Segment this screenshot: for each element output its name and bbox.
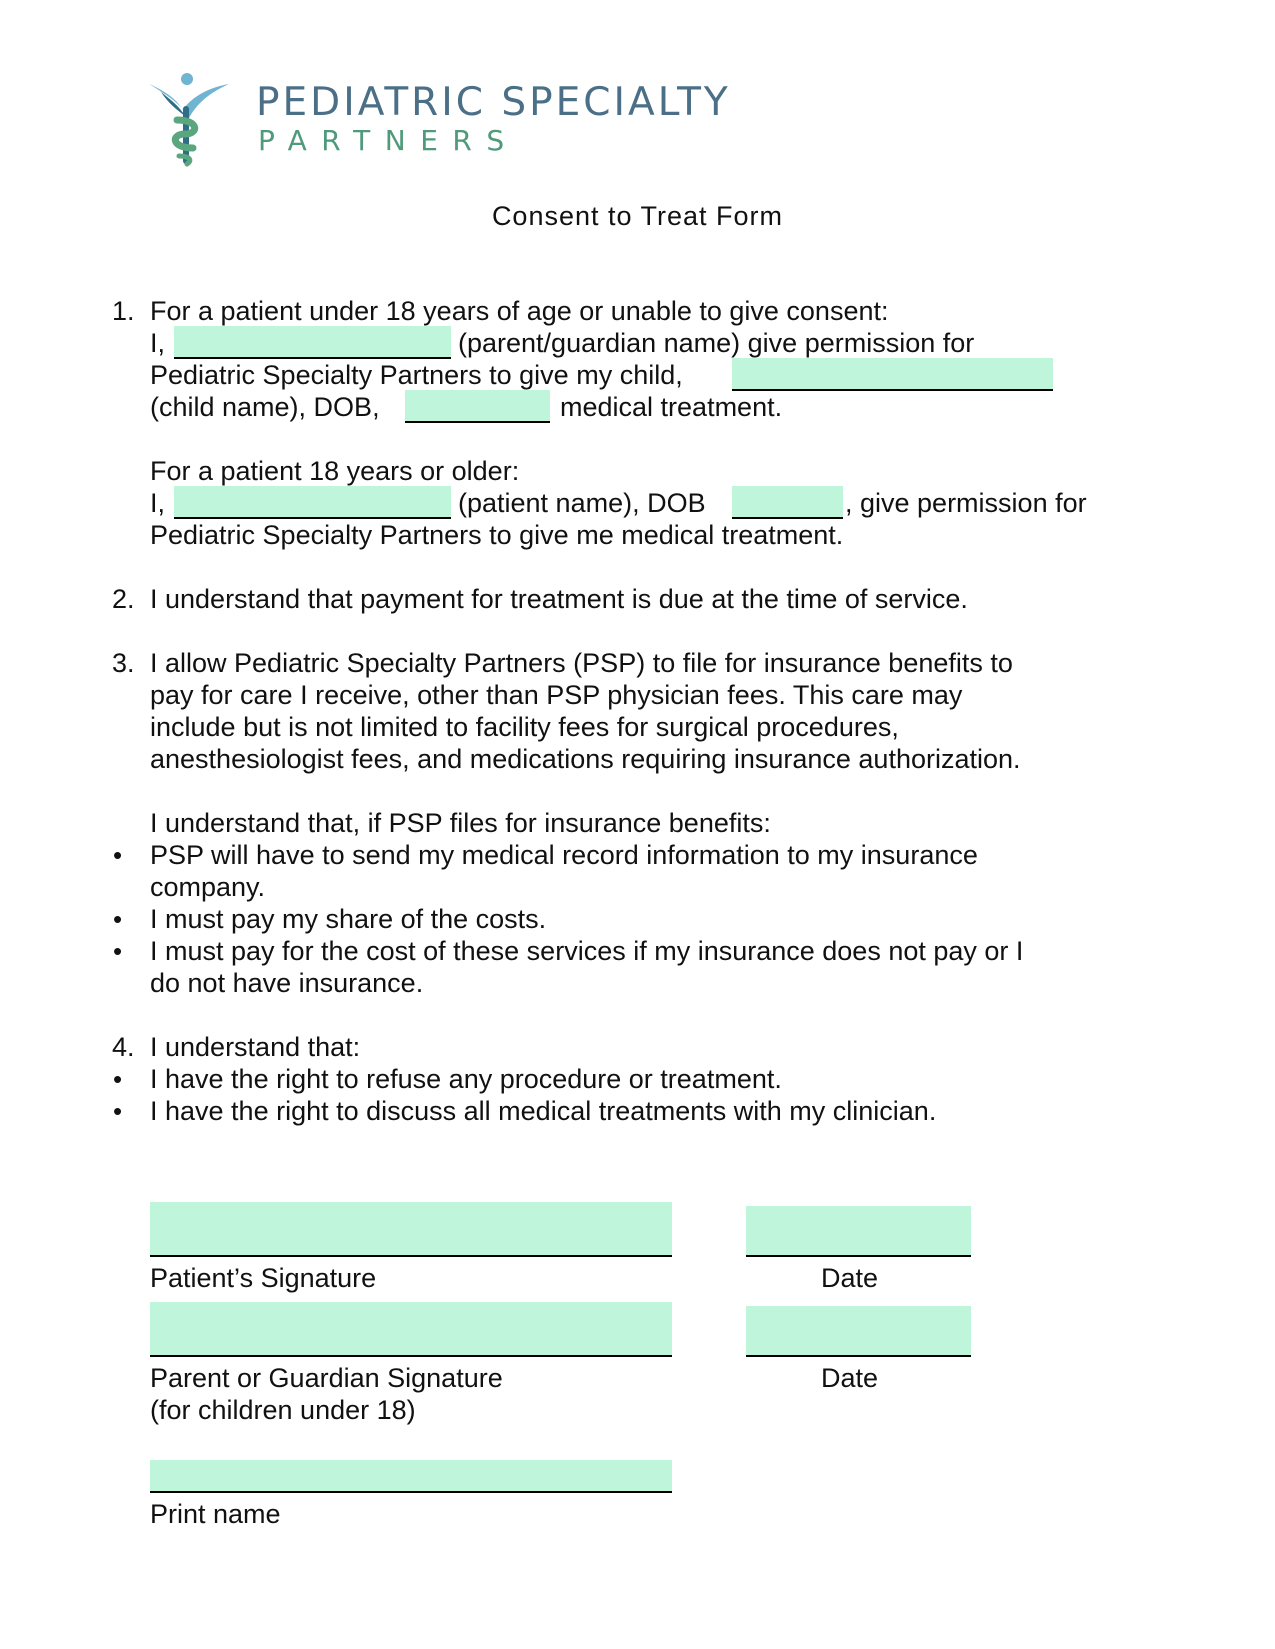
patient-signature-label: Patient’s Signature [150, 1263, 377, 1293]
guardian-name-label: (parent/guardian name) give permission for [458, 328, 975, 358]
minor-i-label: I, [150, 328, 166, 358]
guardian-date-field[interactable] [746, 1306, 971, 1357]
list-item-continued: do not have insurance. [150, 968, 424, 998]
patient-date-field[interactable] [746, 1206, 971, 1257]
logo-wordmark-bottom: PARTNERS [258, 124, 519, 157]
minor-treatment-label: medical treatment. [560, 392, 783, 422]
section-3-number: 3. [112, 648, 135, 678]
list-item-continued: company. [150, 872, 266, 902]
list-item: PSP will have to send my medical record information to my insurance [150, 840, 978, 870]
bullet-icon: • [113, 1064, 123, 1094]
child-name-label: (child name), DOB, [150, 392, 380, 422]
bullet-icon: • [113, 904, 123, 934]
print-name-field[interactable] [150, 1460, 672, 1493]
insurance-paragraph-line: I allow Pediatric Specialty Partners (PSP) to file for insurance benefits to [150, 648, 1013, 678]
print-name-label: Print name [150, 1499, 281, 1529]
bullet-icon: • [113, 1096, 123, 1126]
bullet-icon: • [113, 840, 123, 870]
guardian-name-field[interactable] [174, 326, 451, 359]
section-2-number: 2. [112, 584, 135, 614]
child-name-field[interactable] [732, 358, 1053, 391]
date-label: Date [821, 1263, 879, 1293]
list-item: I have the right to refuse any procedure or treatment. [150, 1064, 782, 1094]
insurance-intro: I understand that, if PSP files for insurance benefits: [150, 808, 771, 838]
patient-dob-field[interactable] [732, 486, 843, 519]
payment-statement: I understand that payment for treatment is due at the time of service. [150, 584, 968, 614]
patient-name-field[interactable] [174, 486, 451, 519]
logo-wordmark-top: PEDIATRIC SPECIALTY [256, 80, 731, 125]
guardian-signature-field[interactable] [150, 1302, 672, 1357]
guardian-signature-label: Parent or Guardian Signature [150, 1363, 503, 1393]
page-title: Consent to Treat Form [491, 201, 784, 231]
minor-heading: For a patient under 18 years of age or unable to give consent: [150, 296, 889, 326]
list-item: I must pay for the cost of these services if my insurance does not pay or I [150, 936, 1024, 966]
section-1-number: 1. [112, 296, 135, 326]
date-label: Date [821, 1363, 879, 1393]
child-dob-field[interactable] [405, 390, 550, 423]
insurance-paragraph-line: anesthesiologist fees, and medications requiring insurance authorization. [150, 744, 1021, 774]
insurance-paragraph-line: include but is not limited to facility fees for surgical procedures, [150, 712, 899, 742]
adult-heading: For a patient 18 years or older: [150, 456, 520, 486]
list-item: I have the right to discuss all medical treatments with my clinician. [150, 1096, 937, 1126]
patient-name-label: (patient name), DOB [458, 488, 706, 518]
adult-line-3: Pediatric Specialty Partners to give me medical treatment. [150, 520, 844, 550]
guardian-note: (for children under 18) [150, 1395, 416, 1425]
list-item: I must pay my share of the costs. [150, 904, 547, 934]
rights-intro: I understand that: [150, 1032, 361, 1062]
adult-i-label: I, [150, 488, 166, 518]
caduceus-logo-icon [147, 70, 237, 170]
section-4-number: 4. [112, 1032, 135, 1062]
bullet-icon: • [113, 936, 123, 966]
patient-signature-field[interactable] [150, 1202, 672, 1257]
minor-line-2: Pediatric Specialty Partners to give my child, [150, 360, 683, 390]
insurance-paragraph-line: pay for care I receive, other than PSP physician fees. This care may [150, 680, 963, 710]
adult-permission-label: , give permission for [845, 488, 1087, 518]
